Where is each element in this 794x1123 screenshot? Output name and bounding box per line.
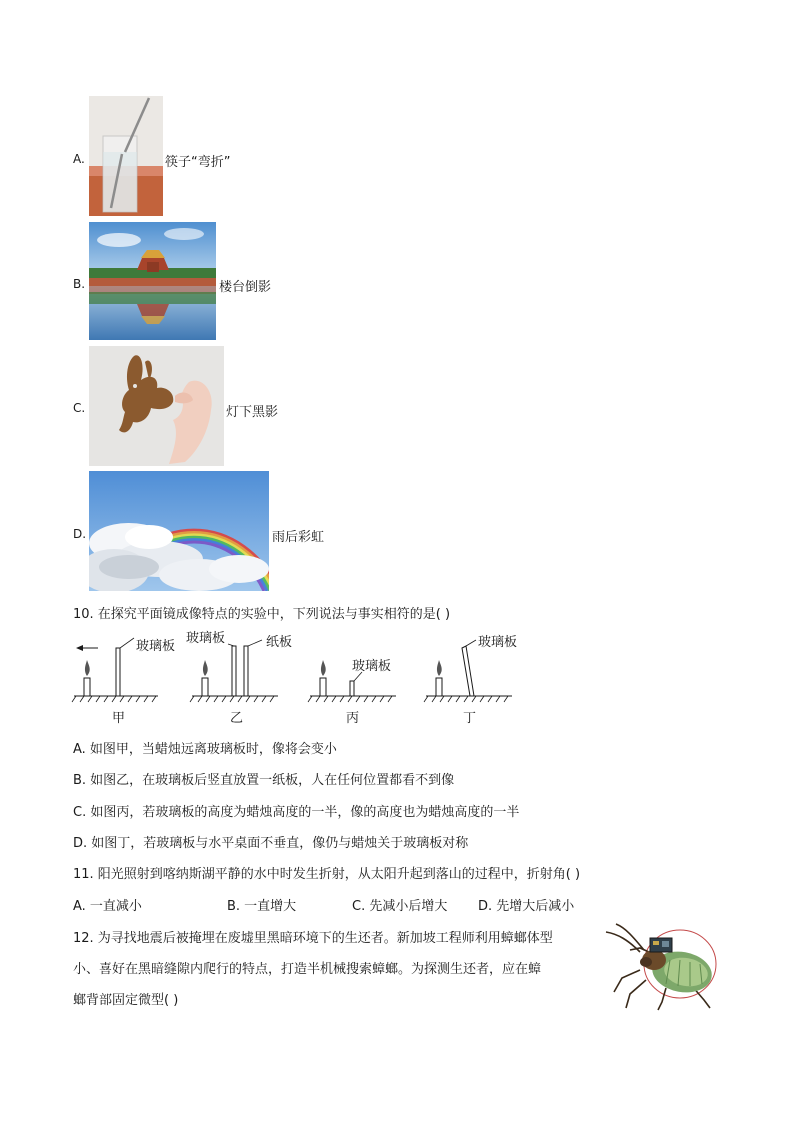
figure-label-ding: 丁 (463, 711, 477, 726)
question-10-option-c: C. 如图丙，若玻璃板的高度为蜡烛高度的一半，像的高度也为蜡烛高度的一半 (73, 805, 520, 820)
figure-label-yi: 乙 (230, 711, 244, 726)
question-10-option-d: D. 如图丁，若玻璃板与水平桌面不垂直，像仍与蜡烛关于玻璃板对称 (73, 836, 469, 851)
option-a-letter: A. (73, 152, 85, 166)
label-paper-yi: 纸板 (266, 635, 293, 650)
option-b-letter: B. (73, 277, 86, 291)
label-glass-ding: 玻璃板 (478, 635, 518, 650)
question-11-option-d: D. 先增大后减小 (478, 899, 575, 914)
candle-jia (84, 660, 90, 696)
glass-plate-ding (462, 646, 474, 696)
mirror-experiment-diagram (70, 626, 540, 728)
paper-board-yi (244, 646, 248, 696)
question-11-option-c: C. 先减小后增大 (352, 899, 448, 914)
candle-ding (436, 660, 442, 696)
figure-label-jia: 甲 (112, 711, 126, 726)
candle-bing (320, 660, 326, 696)
option-b-caption: 楼台倒影 (219, 280, 272, 295)
option-a-caption: 筷子“弯折” (165, 155, 231, 170)
question-10-option-a: A. 如图甲，当蜡烛远离玻璃板时，像将会变小 (73, 742, 337, 757)
label-glass-jia: 玻璃板 (136, 639, 176, 654)
question-11-option-a: A. 一直减小 (73, 899, 142, 914)
question-11-option-b: B. 一直增大 (227, 899, 297, 914)
question-12-line-1: 12. 为寻找地震后被掩埋在废墟里黑暗环境下的生还者。新加坡工程师利用蟑螂体型 (73, 931, 553, 946)
tower-reflection-image (89, 222, 216, 340)
option-c-letter: C. (73, 401, 86, 415)
question-12-line-2: 小、喜好在黑暗缝隙内爬行的特点，打造半机械搜索蟑螂。为探测生还者，应在蟑 (73, 962, 542, 977)
question-10-option-b: B. 如图乙，在玻璃板后竖直放置一纸板，人在任何位置都看不到像 (73, 773, 455, 788)
option-d-letter: D. (73, 527, 87, 541)
cyborg-cockroach-image (600, 920, 725, 1012)
figure-label-bing: 丙 (346, 711, 360, 726)
question-12-line-3: 螂背部固定微型( ) (73, 993, 179, 1008)
option-c-caption: 灯下黑影 (226, 405, 279, 420)
hand-shadow-image (89, 346, 224, 466)
option-d-caption: 雨后彩虹 (272, 530, 325, 545)
question-10-stem: 10. 在探究平面镜成像特点的实验中，下列说法与事实相符的是( ) (73, 607, 451, 622)
rainbow-image (89, 471, 269, 591)
question-11-stem: 11. 阳光照射到喀纳斯湖平静的水中时发生折射，从太阳升起到落山的过程中，折射角( ) (73, 867, 581, 882)
label-glass-bing: 玻璃板 (352, 659, 392, 674)
candle-yi (202, 660, 208, 696)
label-glass-yi: 玻璃板 (186, 631, 226, 646)
chopstick-glass-image (89, 96, 163, 216)
glass-plate-bing (350, 681, 354, 696)
glass-plate-jia (116, 648, 120, 696)
glass-plate-yi (232, 646, 236, 696)
arrow-left-icon (76, 645, 98, 651)
